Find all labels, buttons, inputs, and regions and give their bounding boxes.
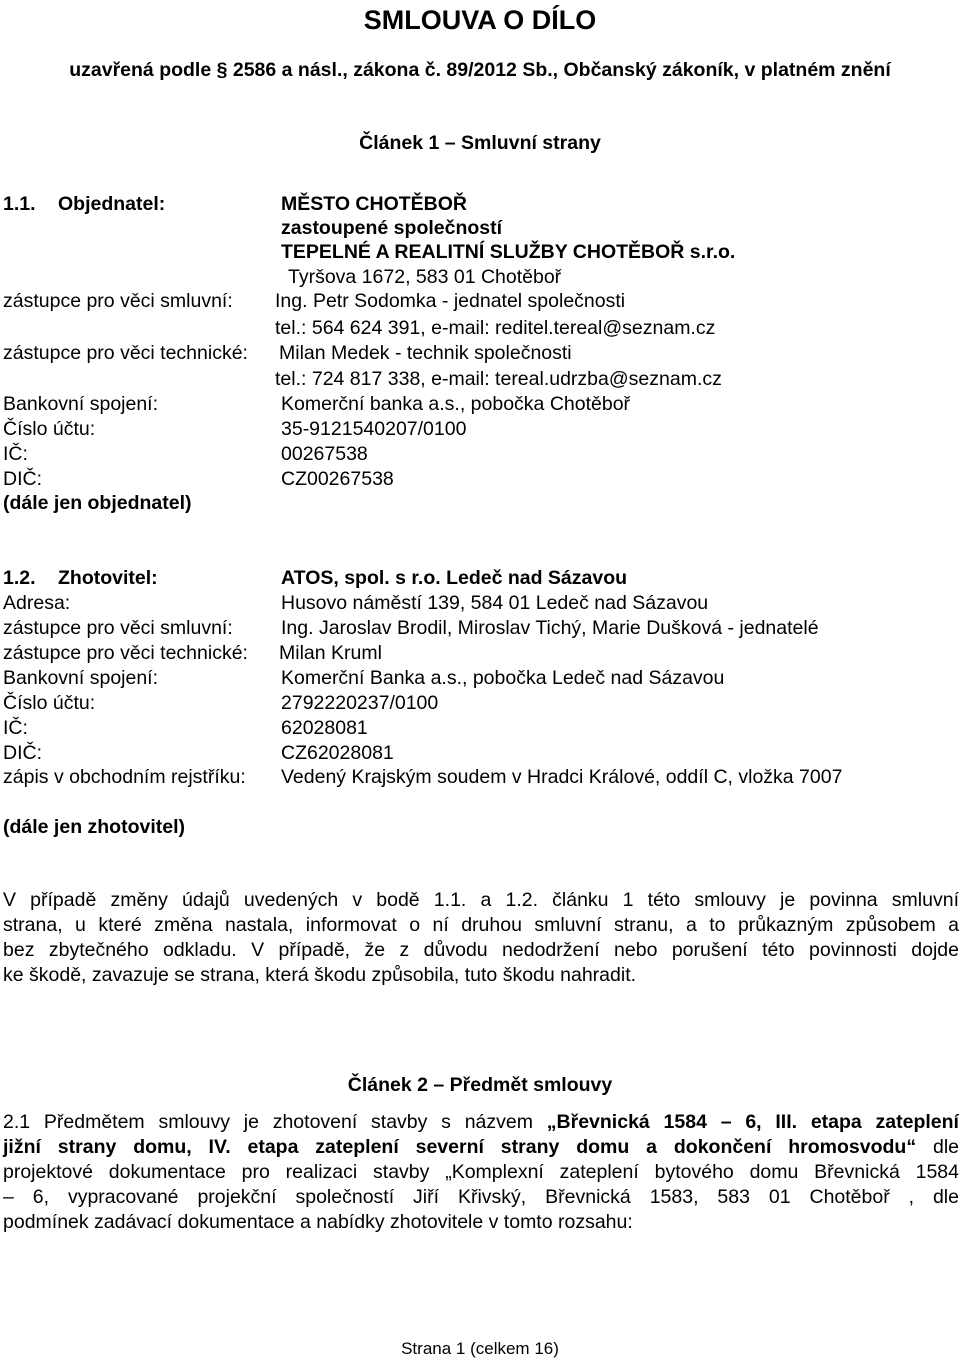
client-contract-rep-label: zástupce pro věci smluvní:: [3, 290, 233, 312]
contractor-account: 2792220237/0100: [281, 692, 439, 714]
subject-line-1-prefix: 2.1 Předmětem smlouvy je zhotovení stavby s názvem: [3, 1111, 533, 1133]
client-account: 35-9121540207/0100: [281, 418, 467, 440]
contractor-ic: 62028081: [281, 717, 368, 739]
page-footer: Strana 1 (celkem 16): [401, 1339, 559, 1358]
client-contract-rep-contact: tel.: 564 624 391, e-mail: reditel.tereal@seznam.cz: [275, 317, 716, 339]
contractor-bank: Komerční Banka a.s., pobočka Ledeč nad Sázavou: [281, 667, 725, 689]
client-represented-by: zastoupené společností: [281, 217, 503, 239]
contractor-ic-label: IČ:: [3, 717, 28, 739]
client-section-number: 1.1.: [3, 193, 36, 215]
client-ic-label: IČ:: [3, 443, 28, 465]
contractor-contract-rep: Ing. Jaroslav Brodil, Miroslav Tichý, Marie Dušková - jednatelé: [281, 617, 819, 639]
contractor-section-number: 1.2.: [3, 567, 36, 589]
article-2-heading: Článek 2 – Předmět smlouvy: [347, 1074, 613, 1096]
contractor-register: Vedený Krajským soudem v Hradci Králové, oddíl C, vložka 7007: [281, 766, 843, 788]
subject-line-1: [3, 1110, 959, 1134]
subject-line-2: [3, 1135, 959, 1159]
contractor-dic-label: DIČ:: [3, 742, 42, 764]
contractor-bank-label: Bankovní spojení:: [3, 667, 159, 689]
change-notice-line-3: bez zbytečného odkladu. V případě, že z důvodu nedodržení nebo porušení této povinnosti dojde: [3, 939, 959, 961]
change-notice-line-2: strana, u které změna nastala, informovat o ní druhou smluvní stranu, a to průkazným způsobem a: [3, 914, 959, 936]
contractor-account-label: Číslo účtu:: [3, 692, 96, 714]
contractor-closing: (dále jen zhotovitel): [3, 816, 186, 838]
contractor-label: Zhotovitel:: [58, 567, 158, 589]
client-closing: (dále jen objednatel): [3, 492, 192, 514]
contractor-tech-rep-label: zástupce pro věci technické:: [3, 642, 248, 664]
contractor-address: Husovo náměstí 139, 584 01 Ledeč nad Sázavou: [281, 592, 709, 614]
client-company: TEPELNÉ A REALITNÍ SLUŽBY CHOTĚBOŘ s.r.o.: [281, 241, 736, 263]
client-bank-label: Bankovní spojení:: [3, 393, 159, 415]
client-label: Objednatel:: [58, 193, 166, 215]
subject-line-3: projektové dokumentace pro realizaci stavby „Komplexní zateplení bytového domu Břevnická 1584: [3, 1161, 959, 1183]
subject-line-4: – 6, vypracované projekční společností Jiří Křivský, Břevnická 1583, 583 01 Chotěboř , dle: [3, 1186, 959, 1208]
contractor-dic: CZ62028081: [281, 742, 394, 764]
client-contract-rep: Ing. Petr Sodomka - jednatel společnosti: [275, 290, 626, 312]
subject-line-2-bold: jižní strany domu, IV. etapa zateplení severní strany domu a dokončení hromosvodu“: [3, 1136, 917, 1158]
contractor-address-label: Adresa:: [3, 592, 71, 614]
client-dic: CZ00267538: [281, 468, 394, 490]
document-subtitle: uzavřená podle § 2586 a násl., zákona č. 89/2012 Sb., Občanský zákoník, v platném znění: [69, 59, 891, 81]
contractor-tech-rep: Milan Kruml: [279, 642, 382, 664]
contractor-name: ATOS, spol. s r.o. Ledeč nad Sázavou: [281, 567, 628, 589]
contractor-contract-rep-label: zástupce pro věci smluvní:: [3, 617, 233, 639]
client-account-label: Číslo účtu:: [3, 418, 96, 440]
client-tech-rep-label: zástupce pro věci technické:: [3, 342, 248, 364]
client-address: Tyršova 1672, 583 01 Chotěboř: [288, 266, 562, 288]
client-name: MĚSTO CHOTĚBOŘ: [281, 193, 467, 215]
client-tech-rep-contact: tel.: 724 817 338, e-mail: tereal.udrzba@seznam.cz: [275, 368, 722, 390]
client-tech-rep: Milan Medek - technik společnosti: [279, 342, 572, 364]
subject-line-2-suffix: dle: [932, 1136, 960, 1158]
client-ic: 00267538: [281, 443, 368, 465]
change-notice-line-4: ke škodě, zavazuje se strana, která škodu způsobila, tuto škodu nahradit.: [3, 964, 637, 986]
subject-line-5: podmínek zadávací dokumentace a nabídky zhotovitele v tomto rozsahu:: [3, 1211, 633, 1233]
change-notice-line-1: V případě změny údajů uvedených v bodě 1.1. a 1.2. článku 1 této smlouvy je povinna smluvní: [3, 889, 959, 911]
article-1-heading: Článek 1 – Smluvní strany: [359, 132, 601, 154]
client-bank: Komerční banka a.s., pobočka Chotěboř: [281, 393, 631, 415]
subject-line-1-bold: „Břevnická 1584 – 6, III. etapa zateplení: [546, 1111, 959, 1133]
document-title: SMLOUVA O DÍLO: [363, 5, 597, 35]
client-dic-label: DIČ:: [3, 468, 42, 490]
contractor-register-label: zápis v obchodním rejstříku:: [3, 766, 246, 788]
